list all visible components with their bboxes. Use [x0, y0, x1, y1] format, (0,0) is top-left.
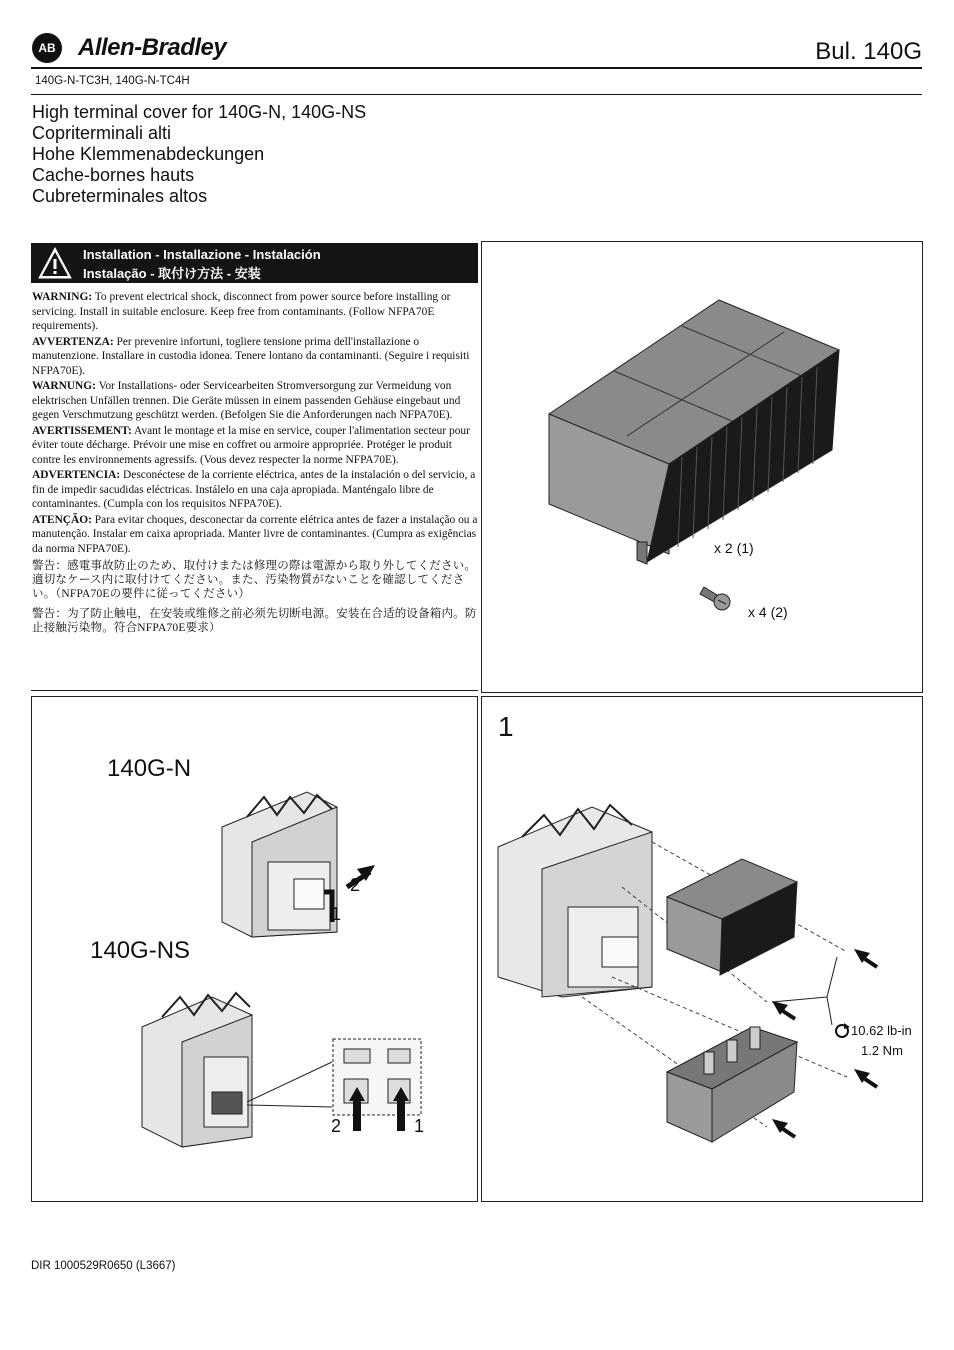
breaker-illustrations [32, 697, 477, 1201]
installation-header [31, 243, 478, 283]
title-en: High terminal cover for 140G-N, 140G-NS [32, 102, 367, 122]
label-140g-n: 140G-N [107, 755, 192, 782]
installation-title-line1: Installation - Installazione - Instalación [83, 247, 321, 262]
breaker-140g-n [222, 792, 337, 937]
torque-icon [836, 1023, 850, 1037]
installation-step-panel [481, 696, 923, 1202]
brand-name: Allen-Bradley [78, 34, 227, 61]
terminal-cover-illustration [482, 242, 922, 692]
title-de: Hohe Klemmenabdeckungen [32, 144, 265, 164]
warning-en: WARNING: To prevent electrical shock, disconnect from power source before installing or servicing. Install in suitable enclosure. Keep free from contaminants. (Follow NFPA70E requirements). [32, 291, 451, 332]
warning-es: ADVERTENCIA: Desconéctese de la corriente eléctrica, antes de la instalación o del servicio, a fin de impedir sacudidas eléctricas. Instálelo en una caja apropiada. Manténgalo libre de contaminantes. (Cumpla con los requisitos NFPA70E). [32, 469, 476, 510]
torque-nm: 1.2 Nm [861, 1043, 903, 1058]
warning-fr: AVERTISSEMENT: Avant le montage et la mise en service, couper l'alimentation secteur pour éviter toute décharge. Prévoir une mise en coffret ou armoire appropriée. Protéger le produit contre les environnements agressifs. (Vous devez respecter la norme NFPA70E). [32, 424, 470, 466]
warning-ja: 警告：感電事故防止のため、取付けまたは修理の際は電源から取り外してください。適切なケース内に取付けてください。また、汚染物質がないことを確認してください。（NFPA70Eの要件に従ってください） [32, 560, 477, 600]
screw-icon [700, 587, 730, 610]
warning-de: WARNUNG: Vor Installations- oder Servicearbeiten Stromversorgung zur Vermeidung von elektrischen Unfällen trennen. Die Geräte müssen in einem passenden Gehäuse eingebaut und gegen Verschmutzung geschützt werden. (Befolgen Sie die Anforderungen nach NFPA70E). [32, 380, 461, 421]
installation-title-line2: Instalação - 取付け方法 - 安装 [83, 266, 261, 281]
detail-step-1-label: 1 [414, 1116, 425, 1136]
assembly-illustration [482, 697, 922, 1201]
step-2-label: 2 [350, 875, 361, 895]
header-rule [31, 67, 922, 69]
logo-text: AB [38, 41, 56, 55]
product-titles [32, 102, 366, 207]
cover-quantity: x 2 (1) [714, 540, 754, 556]
title-es: Cubreterminales altos [32, 186, 208, 206]
screw-quantity: x 4 (2) [748, 604, 788, 620]
allen-bradley-logo [32, 33, 62, 63]
parts-panel [481, 241, 923, 693]
detail-step-2-label: 2 [331, 1116, 342, 1136]
warnings-rule [31, 690, 478, 691]
title-it: Copriterminali alti [32, 123, 172, 143]
warning-it: AVVERTENZA: Per prevenire infortuni, togliere tensione prima dell'installazione o manutenzione. Installare in custodia idonea. Tenere lontano da contaminanti. (Seguire i requisiti NFPA70E). [32, 335, 470, 377]
label-140g-ns: 140G-NS [90, 937, 191, 964]
step-1-label: 1 [331, 904, 342, 924]
warning-triangle-icon [37, 246, 73, 280]
warning-zh: 警告：为了防止触电，在安装或维修之前必须先切断电源。安装在合适的设备箱内。防止接触污染物。符合NFPA70E要求） [32, 608, 477, 634]
title-fr: Cache-bornes hauts [32, 165, 195, 185]
warnings-block [32, 290, 478, 641]
step-number: 1 [498, 711, 514, 742]
header-rule-thin [31, 94, 922, 95]
bulletin-number: Bul. 140G [815, 38, 922, 65]
breaker-140g-ns [142, 993, 252, 1147]
torque-lb-in: 10.62 lb-in [851, 1023, 912, 1038]
document-number: DIR 1000529R0650 (L3667) [31, 1260, 176, 1272]
warning-pt: ATENÇÃO: Para evitar choques, desconectar da corrente elétrica antes de fazer a instalação ou a manutenção. Instalar em caixa apropriada. Manter livre de contaminantes. (Cumpra as exigências da norma NFPA70E). [32, 513, 478, 555]
model-diagram-panel [31, 696, 478, 1202]
model-numbers: 140G-N-TC3H, 140G-N-TC4H [35, 75, 190, 87]
